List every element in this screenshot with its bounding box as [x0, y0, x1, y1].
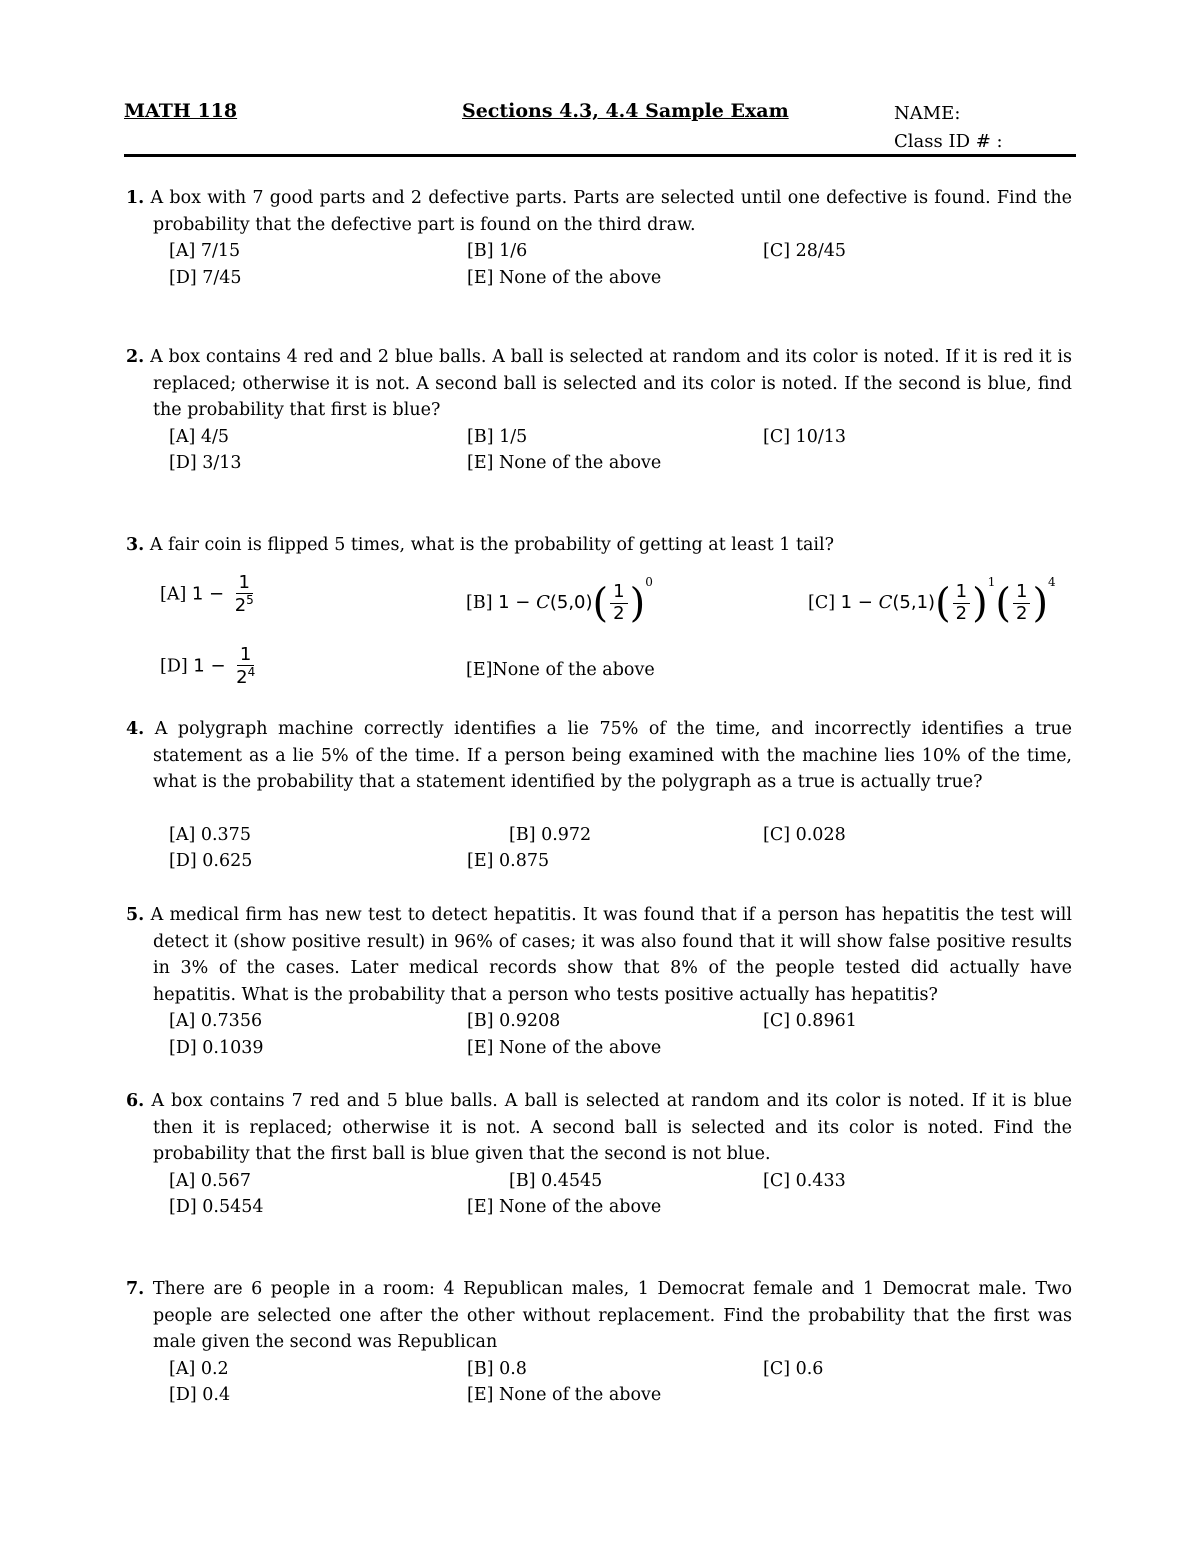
- option-c-combination: C: [878, 591, 893, 613]
- option-b-expr: 1 −: [498, 591, 537, 613]
- left-paren-icon: (: [592, 580, 609, 626]
- option-c[interactable]: [C] 10/13: [763, 426, 847, 447]
- option-d[interactable]: [D] 0.625: [169, 851, 253, 871]
- left-paren-icon: (: [995, 580, 1011, 626]
- option-b[interactable]: [466, 569, 653, 625]
- option-d-exponent: 4: [247, 665, 256, 680]
- question-4: [126, 716, 1072, 875]
- question-6-number: 6.: [126, 1091, 145, 1111]
- option-a[interactable]: [A] 0.567: [169, 1170, 251, 1191]
- question-3-number: 3.: [126, 535, 145, 555]
- right-paren-icon: ): [1032, 580, 1049, 626]
- question-3-body: A fair coin is flipped 5 times, what is the probability of getting at least 1 tail?: [149, 535, 834, 555]
- question-3-text: [126, 532, 1072, 559]
- question-7: [126, 1276, 1072, 1409]
- option-a[interactable]: [160, 573, 259, 617]
- question-3-options: [160, 559, 1072, 709]
- option-a-numerator: 1: [236, 573, 253, 595]
- course-title: MATH 118: [124, 100, 238, 122]
- question-4-text: [126, 716, 1072, 796]
- option-d[interactable]: [D] 0.1039: [169, 1037, 264, 1058]
- option-a-fraction: [232, 573, 257, 617]
- question-4-number: 4.: [126, 719, 145, 739]
- question-2-text: [126, 344, 1072, 424]
- question-6-text: [126, 1088, 1072, 1168]
- option-c-fraction-2: [1013, 582, 1030, 624]
- option-c-exponent-1: 1: [987, 574, 996, 589]
- option-c[interactable]: [C] 0.433: [763, 1170, 846, 1191]
- option-e[interactable]: [E] None of the above: [467, 267, 662, 288]
- option-c-label: [C]: [808, 592, 836, 613]
- question-5-options: [169, 1008, 1072, 1061]
- option-d-denominator: 2: [236, 667, 248, 689]
- option-b-combination: C: [536, 591, 550, 613]
- question-4-options: [169, 822, 1072, 875]
- option-a[interactable]: [A] 4/5: [169, 426, 230, 447]
- option-e[interactable]: [E] None of the above: [467, 1037, 662, 1058]
- option-b-label: [B]: [466, 592, 493, 613]
- header-divider: [124, 154, 1076, 157]
- option-b[interactable]: [B] 1/5: [467, 426, 528, 447]
- option-b[interactable]: [B] 0.4545: [509, 1170, 603, 1191]
- option-d[interactable]: [D] 0.5454: [169, 1197, 264, 1217]
- option-e[interactable]: [E] None of the above: [467, 1197, 662, 1217]
- left-paren-icon: (: [935, 580, 951, 626]
- question-3: [126, 532, 1072, 709]
- option-b-numerator: 1: [610, 582, 627, 604]
- option-b-args: (5,0): [549, 591, 593, 613]
- option-d[interactable]: [160, 645, 260, 689]
- option-c-denominator-1: 2: [955, 602, 968, 624]
- option-d[interactable]: [D] 7/45: [169, 267, 242, 288]
- right-paren-icon: ): [629, 580, 646, 626]
- option-a[interactable]: [A] 0.7356: [169, 1011, 263, 1031]
- question-6: [126, 1088, 1072, 1221]
- option-e[interactable]: [E]None of the above: [466, 659, 655, 680]
- question-7-options: [169, 1356, 1072, 1409]
- question-2-number: 2.: [126, 347, 145, 367]
- option-e[interactable]: [E] None of the above: [467, 1385, 662, 1405]
- option-a[interactable]: [A] 0.375: [169, 824, 251, 845]
- question-1-options: [169, 238, 1072, 291]
- question-4-body: A polygraph machine correctly identifies a lie 75% of the time, and incorrectly identifies a true statement as a lie 5% of the time. If a person being examined with the machine lies 10% of the time, what is the probability that a statement identified by the polygraph as a true is actually true?: [153, 719, 1072, 792]
- option-c[interactable]: [C] 0.8961: [763, 1011, 857, 1031]
- option-c[interactable]: [C] 0.6: [763, 1358, 824, 1379]
- option-a[interactable]: [A] 0.2: [169, 1358, 229, 1379]
- question-6-body: A box contains 7 red and 5 blue balls. A ball is selected at random and its color is noted. If it is blue then it is replaced; otherwise it is not. A second ball is selected and its color is noted. Find the probability that the first ball is blue given that the second is not blue.: [151, 1091, 1072, 1164]
- option-b-fraction: [610, 582, 627, 624]
- question-1-body: A box with 7 good parts and 2 defective parts. Parts are selected until one defective is found. Find the probability that the defective part is found on the third draw.: [150, 188, 1072, 235]
- option-d[interactable]: [D] 3/13: [169, 453, 242, 473]
- option-c[interactable]: [808, 569, 1056, 625]
- question-5: [126, 902, 1072, 1061]
- question-7-body: There are 6 people in a room: 4 Republican males, 1 Democrat female and 1 Democrat male. Two people are selected one after the other without replacement. Find the probability that the first was male given the second was Republican: [152, 1279, 1072, 1352]
- option-b-denominator: 2: [613, 602, 625, 624]
- option-b[interactable]: [B] 0.972: [509, 824, 592, 845]
- option-d-fraction: [233, 645, 258, 689]
- option-d-numerator: 1: [237, 645, 254, 667]
- question-1-text: [126, 185, 1072, 238]
- name-label: NAME:: [894, 103, 961, 124]
- option-c[interactable]: [C] 28/45: [763, 241, 847, 261]
- section-title: Sections 4.3, 4.4 Sample Exam: [462, 100, 789, 122]
- option-a-exponent: 5: [246, 593, 254, 608]
- question-7-text: [126, 1276, 1072, 1356]
- option-c-fraction-1: [953, 582, 970, 624]
- option-a-one: 1 −: [191, 583, 225, 605]
- exam-header: [124, 100, 1076, 158]
- option-a-denominator: 2: [234, 595, 247, 617]
- option-b[interactable]: [B] 1/6: [467, 241, 528, 261]
- option-d-one: 1 −: [193, 655, 226, 677]
- option-a-label: [A]: [160, 584, 187, 605]
- question-2: [126, 344, 1072, 477]
- option-d-label: [D]: [160, 656, 188, 677]
- question-7-number: 7.: [126, 1279, 145, 1299]
- option-c-args: (5,1): [892, 591, 936, 613]
- class-id-label: Class ID # :: [894, 131, 1003, 152]
- option-c-expr: 1 −: [840, 591, 879, 613]
- question-6-options: [169, 1168, 1072, 1221]
- option-c[interactable]: [C] 0.028: [763, 824, 846, 845]
- option-c-numerator-2: 1: [1013, 582, 1030, 604]
- option-e[interactable]: [E] None of the above: [467, 453, 662, 473]
- question-1: [126, 185, 1072, 291]
- question-2-body: A box contains 4 red and 2 blue balls. A ball is selected at random and its color is noted. If it is red it is replaced; otherwise it is not. A second ball is selected and its color is noted. If the second is blue, find the probability that first is blue?: [150, 347, 1072, 420]
- question-5-text: [126, 902, 1072, 1008]
- option-e[interactable]: [E] 0.875: [467, 851, 550, 871]
- question-5-body: A medical firm has new test to detect hepatitis. It was found that if a person has hepatitis the test will detect it (show positive result) in 96% of cases; it was also found that it will show false positive results in 3% of the cases. Later medical records show that 8% of the people tested did actually have hepatitis. What is the probability that a person who tests positive actually has hepatitis?: [150, 905, 1072, 1005]
- option-b-exponent: 0: [645, 574, 653, 589]
- question-1-number: 1.: [126, 188, 145, 208]
- question-2-options: [169, 424, 1072, 477]
- option-d[interactable]: [D] 0.4: [169, 1385, 231, 1405]
- right-paren-icon: ): [972, 580, 988, 626]
- option-c-denominator-2: 2: [1015, 602, 1028, 624]
- option-c-numerator-1: 1: [953, 582, 970, 604]
- option-c-exponent-2: 4: [1048, 574, 1056, 589]
- question-5-number: 5.: [126, 905, 145, 925]
- option-b[interactable]: [B] 0.8: [467, 1358, 527, 1379]
- option-a[interactable]: [A] 7/15: [169, 241, 241, 261]
- student-fields: [894, 100, 1003, 156]
- option-b[interactable]: [B] 0.9208: [467, 1011, 561, 1031]
